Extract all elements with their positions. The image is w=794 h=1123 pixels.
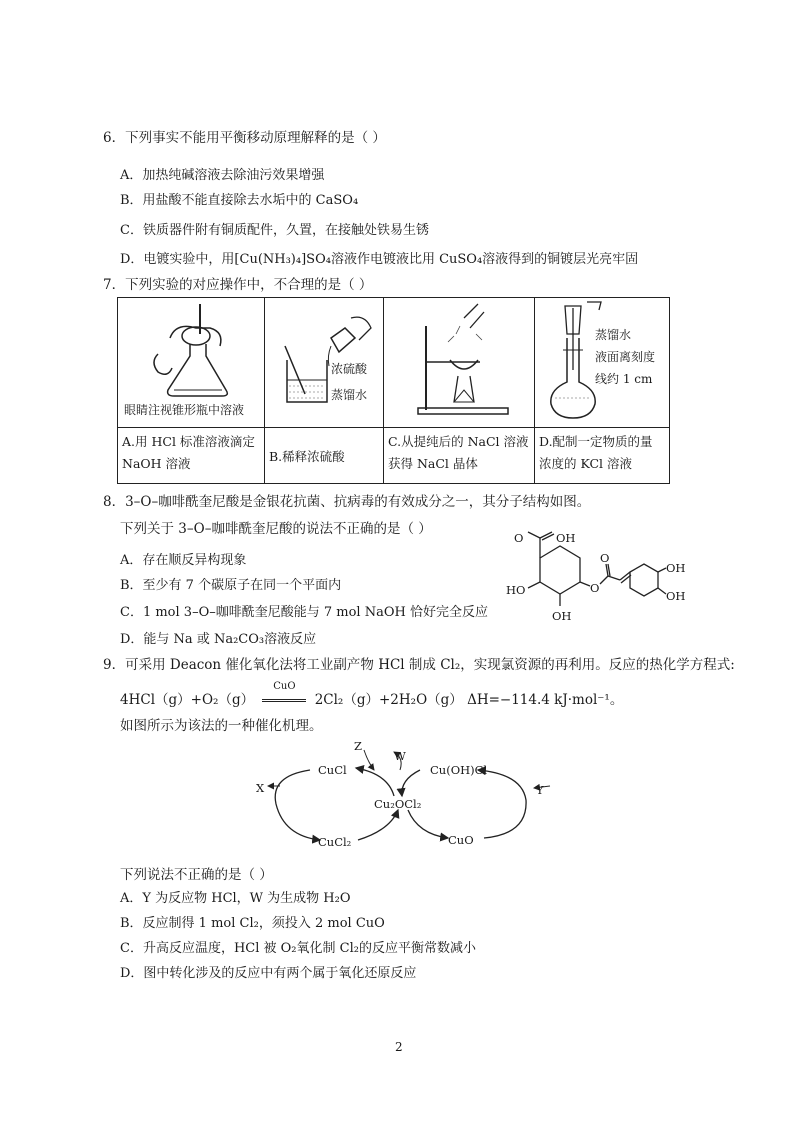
q8-option-a: A．存在顺反异构现象 [120,553,247,568]
q9-eq-catalyst: CuO [273,681,296,692]
q9-eq-left: 4HCl（g）+O₂（g） [120,692,255,708]
mech-cucl2: CuCl₂ [318,835,352,849]
pic-dilution [265,298,384,428]
q8-molecule-structure [500,528,700,628]
caption-a [118,428,265,484]
label-water-b: 蒸馏水 [331,388,368,402]
q9-eq-arrow [258,681,310,708]
q9-option-b: B．反应制得 1 mol Cl₂，须投入 2 mol CuO [120,916,385,931]
q8-option-d: D．能与 Na 或 Na₂CO₃溶液反应 [120,632,317,647]
q9-option-d: D．图中转化涉及的反应中有两个属于氧化还原反应 [120,966,417,981]
caption-c-line2: 获得 NaCl 晶体 [388,456,478,471]
mech-cuohcl: Cu(OH)Cl [430,763,488,777]
label-eye-watch: 眼睛注视锥形瓶中溶液 [124,403,245,417]
mech-w: W [394,749,406,763]
label-oh-top: OH [556,531,576,545]
label-oh-bottom: OH [552,609,572,623]
q8-stem: 8．3–O–咖啡酰奎尼酸是金银花抗菌、抗病毒的有效成分之一，其分子结构如图。 [103,494,591,510]
q9-option-c: C．升高反应温度，HCl 被 O₂氧化制 Cl₂的反应平衡常数减小 [120,941,476,956]
label-conc-sulfuric: 浓硫酸 [331,362,368,376]
label-ho-left: HO [506,583,526,597]
q9-eq-right: 2Cl₂（g）+2H₂O（g） ΔH=−114.4 kJ·mol⁻¹。 [314,692,624,708]
label-oh-ring2: OH [666,589,686,603]
caption-d [535,428,670,484]
label-ester-o: O [590,581,600,595]
q9-option-a: A．Y 为反应物 HCl，W 为生成物 H₂O [120,891,351,906]
q9-stem: 9．可采用 Deacon 催化氧化法将工业副产物 HCl 制成 Cl₂，实现氯资源的再利用。反应的热化学方程式: [103,657,735,673]
q6-option-d: D．电镀实验中，用[Cu(NH₃)₄]SO₄溶液作电镀液比用 CuSO₄溶液得到的铜镀层光亮牢固 [120,252,639,267]
label-1cm: 线约 1 cm [595,372,653,386]
q7-experiment-table [117,297,670,484]
q9-mechanism-diagram [250,740,560,850]
q8-option-c: C．1 mol 3–O–咖啡酰奎尼酸能与 7 mol NaOH 恰好完全反应 [120,605,488,620]
pic-evaporation [384,298,535,428]
caption-c [384,428,535,484]
q9-eq-equal-sign [262,699,306,702]
label-carbonyl-o: O [600,551,610,565]
caption-a-line2: NaOH 溶液 [122,456,191,471]
label-oh-ring1: OH [666,561,686,575]
caption-a-line1: A.用 HCl 标准溶液滴定 [122,434,255,449]
pic-titration [118,298,265,428]
caption-b [265,428,384,484]
q9-equation [120,681,624,708]
q9-sub: 下列说法不正确的是（ ） [120,867,273,883]
mech-cucl: CuCl [318,763,347,777]
label-water-d: 蒸馏水 [595,328,632,342]
q6-option-c: C．铁质器件附有铜质配件，久置，在接触处铁易生锈 [120,223,429,238]
caption-c-line1: C.从提纯后的 NaCl 溶液 [388,434,529,449]
q6-stem: 6．下列事实不能用平衡移动原理解释的是（ ） [103,130,386,146]
q8-sub: 下列关于 3–O–咖啡酰奎尼酸的说法不正确的是（ ） [120,521,432,537]
page-number: 2 [395,1040,403,1054]
q6-option-a: A．加热纯碱溶液去除油污效果增强 [120,168,325,183]
mech-y: Y [536,783,544,797]
caption-d-line1: D.配制一定物质的量 [539,434,653,449]
q6-option-b: B．用盐酸不能直接除去水垢中的 CaSO₄ [120,193,359,208]
caption-d-line2: 浓度的 KCl 溶液 [539,456,633,471]
q7-stem: 7．下列实验的对应操作中，不合理的是（ ） [103,277,373,293]
label-o-top: O [514,531,524,545]
q8-option-b: B．至少有 7 个碳原子在同一个平面内 [120,578,342,593]
mech-cu2ocl2: Cu₂OCl₂ [374,797,422,811]
caption-b-line1: B.稀释浓硫酸 [269,449,345,464]
evaporation-figure [384,298,534,424]
mech-x: X [256,781,265,795]
mech-z: Z [354,740,362,753]
label-liquid-level: 液面离刻度 [595,350,656,364]
q9-fig-intro: 如图所示为该法的一种催化机理。 [120,718,323,734]
mech-cuo: CuO [448,833,474,847]
pic-volumetric [535,298,670,428]
